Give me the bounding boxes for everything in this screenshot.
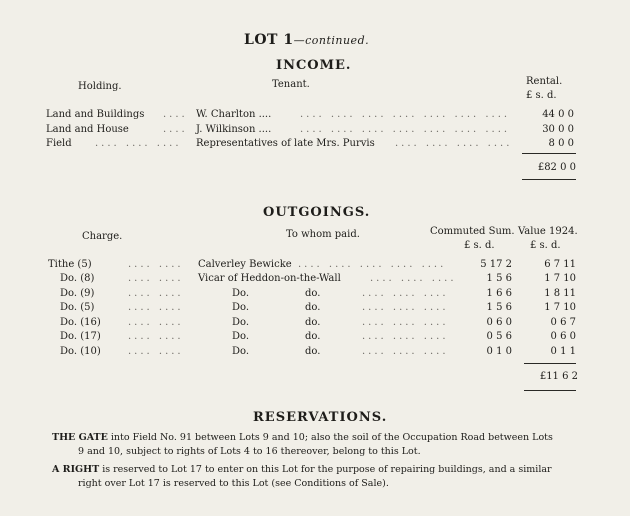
paid-ditto-cell: do.	[305, 346, 321, 357]
leader-dots: ....	[163, 109, 188, 120]
reservations-heading: RESERVATIONS.	[253, 410, 388, 425]
holding-cell: Field	[46, 138, 72, 149]
leader-dots: .... .... ....	[362, 288, 449, 299]
commuted-cell: 1 6 6	[486, 288, 512, 299]
charge-cell: Tithe (5)	[48, 259, 92, 270]
income-heading: INCOME.	[276, 58, 352, 73]
commuted-cell: 0 6 0	[486, 317, 512, 328]
lot-continued: —continued.	[293, 34, 370, 47]
charge-cell: Do. (8)	[60, 273, 95, 284]
leader-dots: .... ....	[128, 288, 184, 299]
reservation-gate-text: into Field No. 91 between Lots 9 and 10; also the soil of the Occupation Road between Lots	[107, 432, 553, 443]
paid-ditto-cell: do.	[305, 331, 321, 342]
holding-cell: Land and House	[46, 124, 129, 135]
outgoings-heading: OUTGOINGS.	[263, 205, 371, 220]
commuted-cell: 5 17 2	[480, 259, 512, 270]
value-cell: 0 6 7	[550, 317, 576, 328]
paid-cell: Do.	[232, 302, 250, 313]
tenant-cell: W. Charlton ....	[196, 109, 272, 120]
reservation-right-paragraph	[52, 463, 552, 476]
value-cell: 0 1 1	[550, 346, 576, 357]
charge-cell: Do. (17)	[60, 331, 101, 342]
reservation-gate-paragraph	[52, 431, 553, 444]
reservation-right-continuation: right over Lot 17 is reserved to this Lot (see Conditions of Sale).	[78, 478, 389, 489]
leader-dots: .... .... ....	[362, 317, 449, 328]
leader-dots: .... .... ....	[362, 331, 449, 342]
commuted-cell: 0 5 6	[486, 331, 512, 342]
rental-cell: 30 0 0	[542, 124, 574, 135]
charge-cell: Do. (9)	[60, 288, 95, 299]
charge-cell: Do. (5)	[60, 302, 95, 313]
total-rule	[522, 153, 576, 154]
value-cell: 0 6 0	[550, 331, 576, 342]
paid-ditto-cell: do.	[305, 317, 321, 328]
rental-column-header: Rental.	[526, 76, 563, 87]
leader-dots: .... ....	[128, 331, 184, 342]
value-units-header: £ s. d.	[530, 240, 561, 251]
reservation-gate-lead: THE GATE	[52, 432, 108, 443]
paid-cell: Do.	[232, 288, 250, 299]
value-column-header: Value 1924.	[518, 226, 578, 237]
paid-ditto-cell: do.	[305, 302, 321, 313]
paid-cell: Vicar of Heddon-on-the-Wall	[198, 273, 341, 284]
charge-cell: Do. (10)	[60, 346, 101, 357]
paid-cell: Do.	[232, 331, 250, 342]
holding-column-header: Holding.	[78, 81, 122, 92]
paid-cell: Calverley Bewicke	[198, 259, 292, 270]
commuted-column-header: Commuted Sum.	[430, 226, 515, 237]
leader-dots: .... .... .... ....	[395, 138, 513, 149]
value-cell: 6 7 11	[544, 259, 576, 270]
rental-cell: 44 0 0	[542, 109, 574, 120]
income-total: £82 0 0	[537, 162, 576, 173]
value-cell: 1 7 10	[544, 273, 576, 284]
commuted-cell: 0 1 0	[486, 346, 512, 357]
tenant-column-header: Tenant.	[272, 79, 310, 90]
leader-dots: .... .... .... .... .... .... ....	[300, 124, 511, 135]
commuted-units-header: £ s. d.	[464, 240, 495, 251]
leader-dots: .... .... ....	[95, 138, 182, 149]
holding-cell: Land and Buildings	[46, 109, 145, 120]
paid-cell: Do.	[232, 317, 250, 328]
leader-dots: .... .... ....	[370, 273, 457, 284]
commuted-cell: 1 5 6	[486, 302, 512, 313]
charge-column-header: Charge.	[82, 231, 123, 242]
reservation-right-lead: A RIGHT	[52, 464, 100, 475]
total-rule	[524, 363, 576, 364]
leader-dots: .... ....	[128, 273, 184, 284]
tenant-cell: Representatives of late Mrs. Purvis	[196, 138, 375, 149]
leader-dots: .... ....	[128, 259, 184, 270]
leader-dots: .... .... .... .... ....	[298, 259, 447, 270]
paid-cell: Do.	[232, 346, 250, 357]
leader-dots: .... ....	[128, 317, 184, 328]
rental-cell: 8 0 0	[548, 138, 574, 149]
paid-column-header: To whom paid.	[286, 229, 360, 240]
charge-cell: Do. (16)	[60, 317, 101, 328]
value-cell: 1 7 10	[544, 302, 576, 313]
leader-dots: .... ....	[128, 346, 184, 357]
reservation-right-text: is reserved to Lot 17 to enter on this Lot for the purpose of repairing buildings, and a similar	[99, 464, 552, 475]
lot-title: LOT 1—continued.	[244, 32, 370, 48]
reservation-gate-continuation: 9 and 10, subject to rights of Lots 4 to 16 thereover, belong to this Lot.	[78, 446, 421, 457]
value-cell: 1 8 11	[544, 288, 576, 299]
leader-dots: .... .... .... .... .... .... ....	[300, 109, 511, 120]
total-rule	[522, 179, 576, 180]
leader-dots: .... ....	[128, 302, 184, 313]
rental-units-header: £ s. d.	[526, 90, 557, 101]
leader-dots: .... .... ....	[362, 302, 449, 313]
total-rule	[524, 390, 576, 391]
outgoings-total: £11 6 2	[539, 371, 578, 382]
commuted-cell: 1 5 6	[486, 273, 512, 284]
leader-dots: .... .... ....	[362, 346, 449, 357]
paid-ditto-cell: do.	[305, 288, 321, 299]
tenant-cell: J. Wilkinson ....	[196, 124, 272, 135]
leader-dots: ....	[163, 124, 188, 135]
